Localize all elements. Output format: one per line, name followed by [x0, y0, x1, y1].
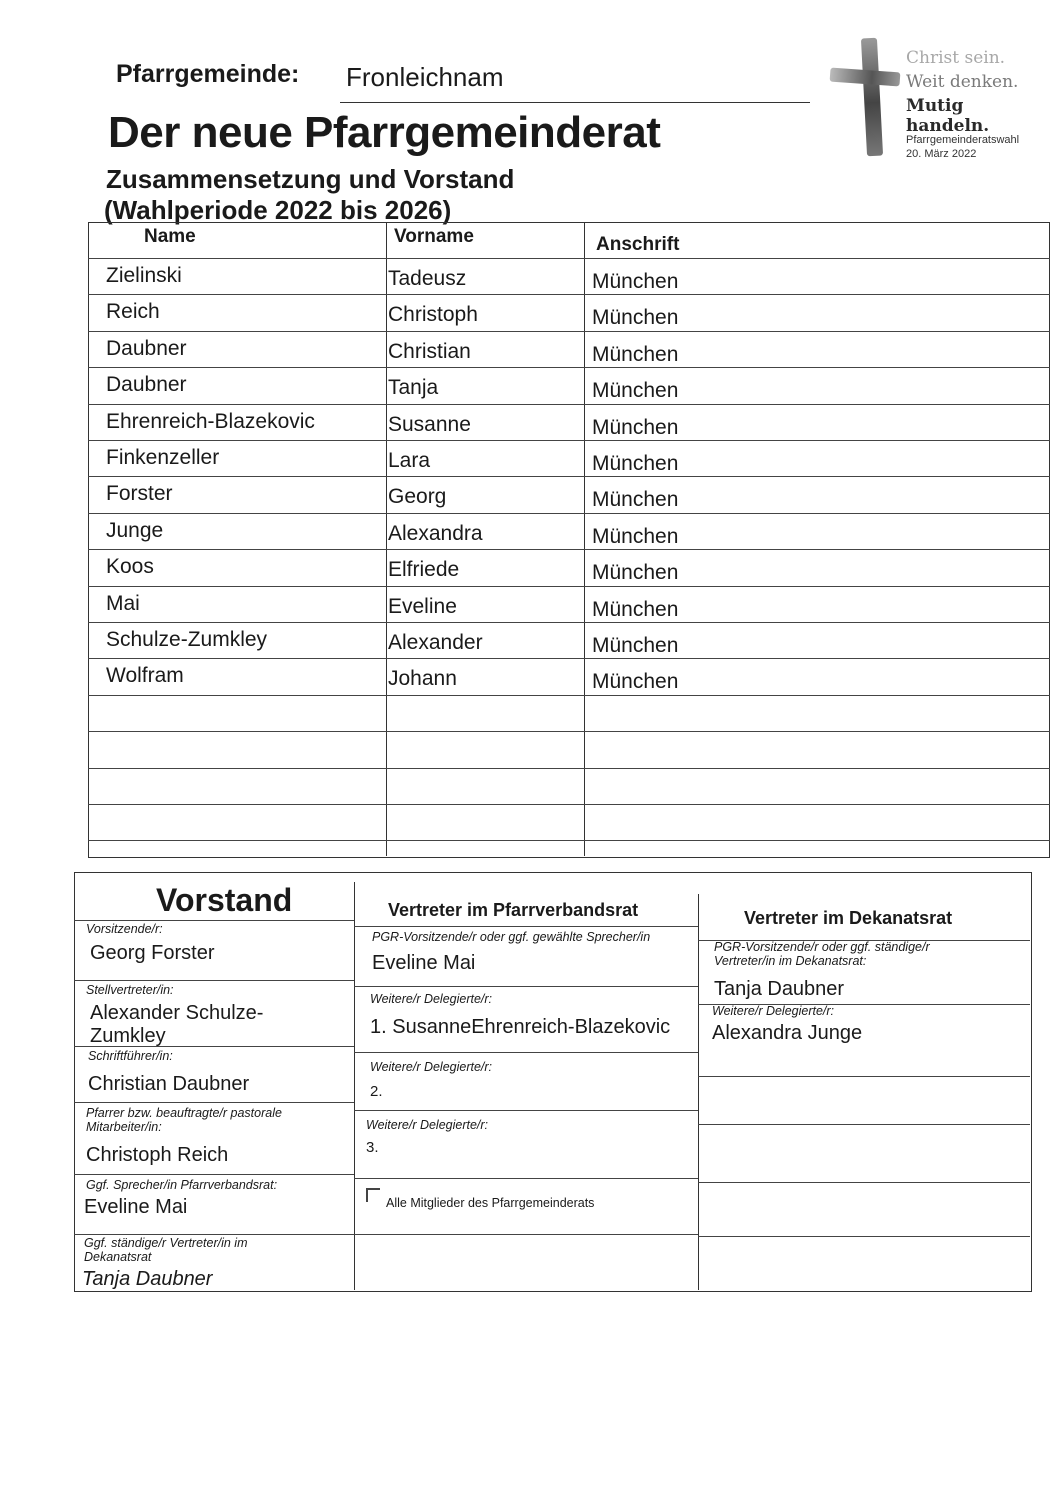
table-row-divider [88, 258, 1050, 259]
dk-delegate-label: Weitere/r Delegierte/r: [712, 1004, 835, 1018]
cell-name: Mai [106, 591, 140, 615]
column-divider [584, 222, 585, 856]
cell-vorname: Lara [388, 449, 431, 472]
role-deputy-label: Stellvertreter/in: [86, 983, 174, 997]
page-title: Der neue Pfarrgemeinderat [108, 108, 661, 157]
wooden-cross-icon [861, 38, 883, 157]
row-divider [354, 1178, 698, 1179]
row-divider [74, 980, 354, 981]
table-row-divider [88, 840, 1050, 841]
pv-delegate-1-value: 1. SusanneEhrenreich-Blazekovic [370, 1016, 671, 1038]
row-divider [74, 1174, 354, 1175]
table-row-divider [88, 549, 1050, 550]
board-column-divider [354, 882, 355, 1290]
row-divider [354, 1110, 698, 1111]
role-deputy-value: Alexander Schulze- Zumkley [90, 1002, 264, 1047]
table-row-divider [88, 331, 1050, 332]
cell-anschrift: München [592, 597, 679, 621]
row-divider [74, 920, 354, 921]
page-subtitle: Zusammensetzung und Vorstand [106, 164, 515, 194]
table-row-divider [88, 404, 1050, 405]
row-divider [74, 1102, 354, 1103]
wooden-cross-beam [830, 68, 901, 87]
cell-anschrift: München [592, 670, 679, 694]
parish-line [116, 58, 816, 104]
cell-name: Reich [106, 300, 160, 324]
role-chair-value: Georg Forster [90, 942, 215, 964]
pv-delegate-3-value: 3. [366, 1139, 379, 1156]
cell-vorname: Tadeusz [388, 267, 467, 290]
logo-slogan-2: Weit denken. [906, 72, 1019, 92]
cell-name: Daubner [106, 373, 187, 397]
row-divider [698, 1076, 1030, 1077]
role-secretary-value: Christian Daubner [88, 1073, 250, 1095]
cell-anschrift: München [592, 342, 679, 366]
cell-vorname: Georg [388, 485, 447, 509]
members-table-frame [88, 222, 1050, 858]
cell-vorname: Tanja [388, 376, 439, 400]
cell-name: Daubner [106, 336, 187, 360]
role-spokesperson-value: Eveline Mai [84, 1196, 188, 1218]
all-members-checkbox-icon[interactable] [366, 1188, 380, 1202]
table-row-divider [88, 731, 1050, 732]
dekanat-title: Vertreter im Dekanatsrat [744, 908, 953, 928]
pv-delegate-1-label: Weitere/r Delegierte/r: [370, 992, 493, 1006]
cell-anschrift: München [592, 415, 679, 439]
role-pastor-label: Pfarrer bzw. beauftragte/r pastorale Mitarbeiter/in: [86, 1106, 282, 1134]
column-header-name: Name [144, 226, 196, 247]
board-column-divider [698, 894, 699, 1290]
row-divider [698, 1182, 1030, 1183]
role-dekanat-rep-label: Ggf. ständige/r Vertreter/in im Dekanatsrat [84, 1236, 248, 1264]
pv-delegate-2-value: 2. [370, 1083, 383, 1100]
cell-anschrift: München [592, 488, 679, 512]
parish-name: Fronleichnam [346, 62, 504, 92]
cell-anschrift: München [592, 561, 679, 585]
cell-anschrift: München [592, 524, 679, 548]
role-dekanat-rep-value: Tanja Daubner [82, 1268, 213, 1290]
pv-delegate-3-label: Weitere/r Delegierte/r: [366, 1118, 489, 1132]
pv-delegate-2-label: Weitere/r Delegierte/r: [370, 1060, 493, 1074]
cell-vorname: Alexandra [388, 521, 483, 545]
members-table [88, 222, 1050, 858]
table-row-divider [88, 476, 1050, 477]
role-secretary-label: Schriftführer/in: [88, 1049, 173, 1063]
role-pastor-value: Christoph Reich [86, 1144, 229, 1166]
cell-name: Schulze-Zumkley [106, 628, 268, 651]
row-divider [698, 1124, 1030, 1125]
logo-election-date: 20. März 2022 [906, 148, 977, 160]
table-row-divider [88, 513, 1050, 514]
dk-delegate-value: Alexandra Junge [712, 1022, 863, 1044]
table-row-divider [88, 367, 1050, 368]
column-header-anschrift: Anschrift [596, 234, 680, 255]
dk-chair-value: Tanja Daubner [714, 978, 845, 1000]
cell-name: Forster [106, 482, 173, 506]
cell-vorname: Johann [388, 667, 457, 691]
pv-chair-label: PGR-Vorsitzende/r oder ggf. gewählte Sprecher/in [372, 930, 651, 944]
cell-vorname: Elfriede [388, 558, 460, 582]
table-row-divider [88, 768, 1050, 769]
vorstand-title: Vorstand [156, 882, 293, 918]
row-divider [354, 986, 698, 987]
dk-chair-label: PGR-Vorsitzende/r oder ggf. ständige/r Vertreter/in im Dekanatsrat: [714, 940, 930, 968]
table-row-divider [88, 658, 1050, 659]
election-period: (Wahlperiode 2022 bis 2026) [104, 195, 452, 225]
cell-vorname: Susanne [388, 412, 471, 436]
row-divider [74, 1234, 354, 1235]
row-divider [354, 1234, 698, 1235]
cell-anschrift: München [592, 634, 679, 657]
table-row-divider [88, 695, 1050, 696]
column-header-vorname: Vorname [394, 226, 474, 247]
cell-name: Junge [106, 518, 164, 542]
pfarrverband-title: Vertreter im Pfarrverbandsrat [388, 900, 639, 920]
cell-name: Zielinski [106, 264, 182, 287]
board-section [74, 872, 1032, 1292]
campaign-logo [826, 36, 1050, 166]
cell-name: Finkenzeller [106, 446, 220, 469]
cell-vorname: Alexander [388, 631, 483, 654]
parish-underline [340, 102, 810, 103]
row-divider [354, 1052, 698, 1053]
logo-election-name: Pfarrgemeinderatswahl [906, 134, 1020, 146]
pv-chair-value: Eveline Mai [372, 952, 476, 974]
cell-vorname: Christian [388, 339, 471, 363]
column-divider [386, 222, 387, 856]
cell-vorname: Christoph [388, 303, 478, 327]
cell-name: Koos [106, 555, 154, 579]
cell-name: Wolfram [106, 664, 184, 688]
row-divider [698, 1236, 1030, 1237]
table-row-divider [88, 294, 1050, 295]
logo-slogan-1: Christ sein. [906, 48, 1006, 68]
cell-anschrift: München [592, 452, 679, 475]
cell-anschrift: München [592, 306, 679, 330]
role-spokesperson-label: Ggf. Sprecher/in Pfarrverbandsrat: [86, 1178, 278, 1192]
table-row-divider [88, 622, 1050, 623]
table-row-divider [88, 440, 1050, 441]
table-row-divider [88, 804, 1050, 805]
parish-label: Pfarrgemeinde: [116, 60, 300, 88]
cell-anschrift: München [592, 270, 679, 293]
table-row-divider [88, 586, 1050, 587]
cell-anschrift: München [592, 379, 679, 403]
role-chair-label: Vorsitzende/r: [86, 922, 163, 936]
all-members-label: Alle Mitglieder des Pfarrgemeinderats [386, 1196, 595, 1210]
cell-name: Ehrenreich-Blazekovic [106, 409, 315, 433]
logo-slogan-3: Mutig handeln. [906, 96, 990, 136]
cell-vorname: Eveline [388, 594, 457, 618]
row-divider [354, 926, 698, 927]
